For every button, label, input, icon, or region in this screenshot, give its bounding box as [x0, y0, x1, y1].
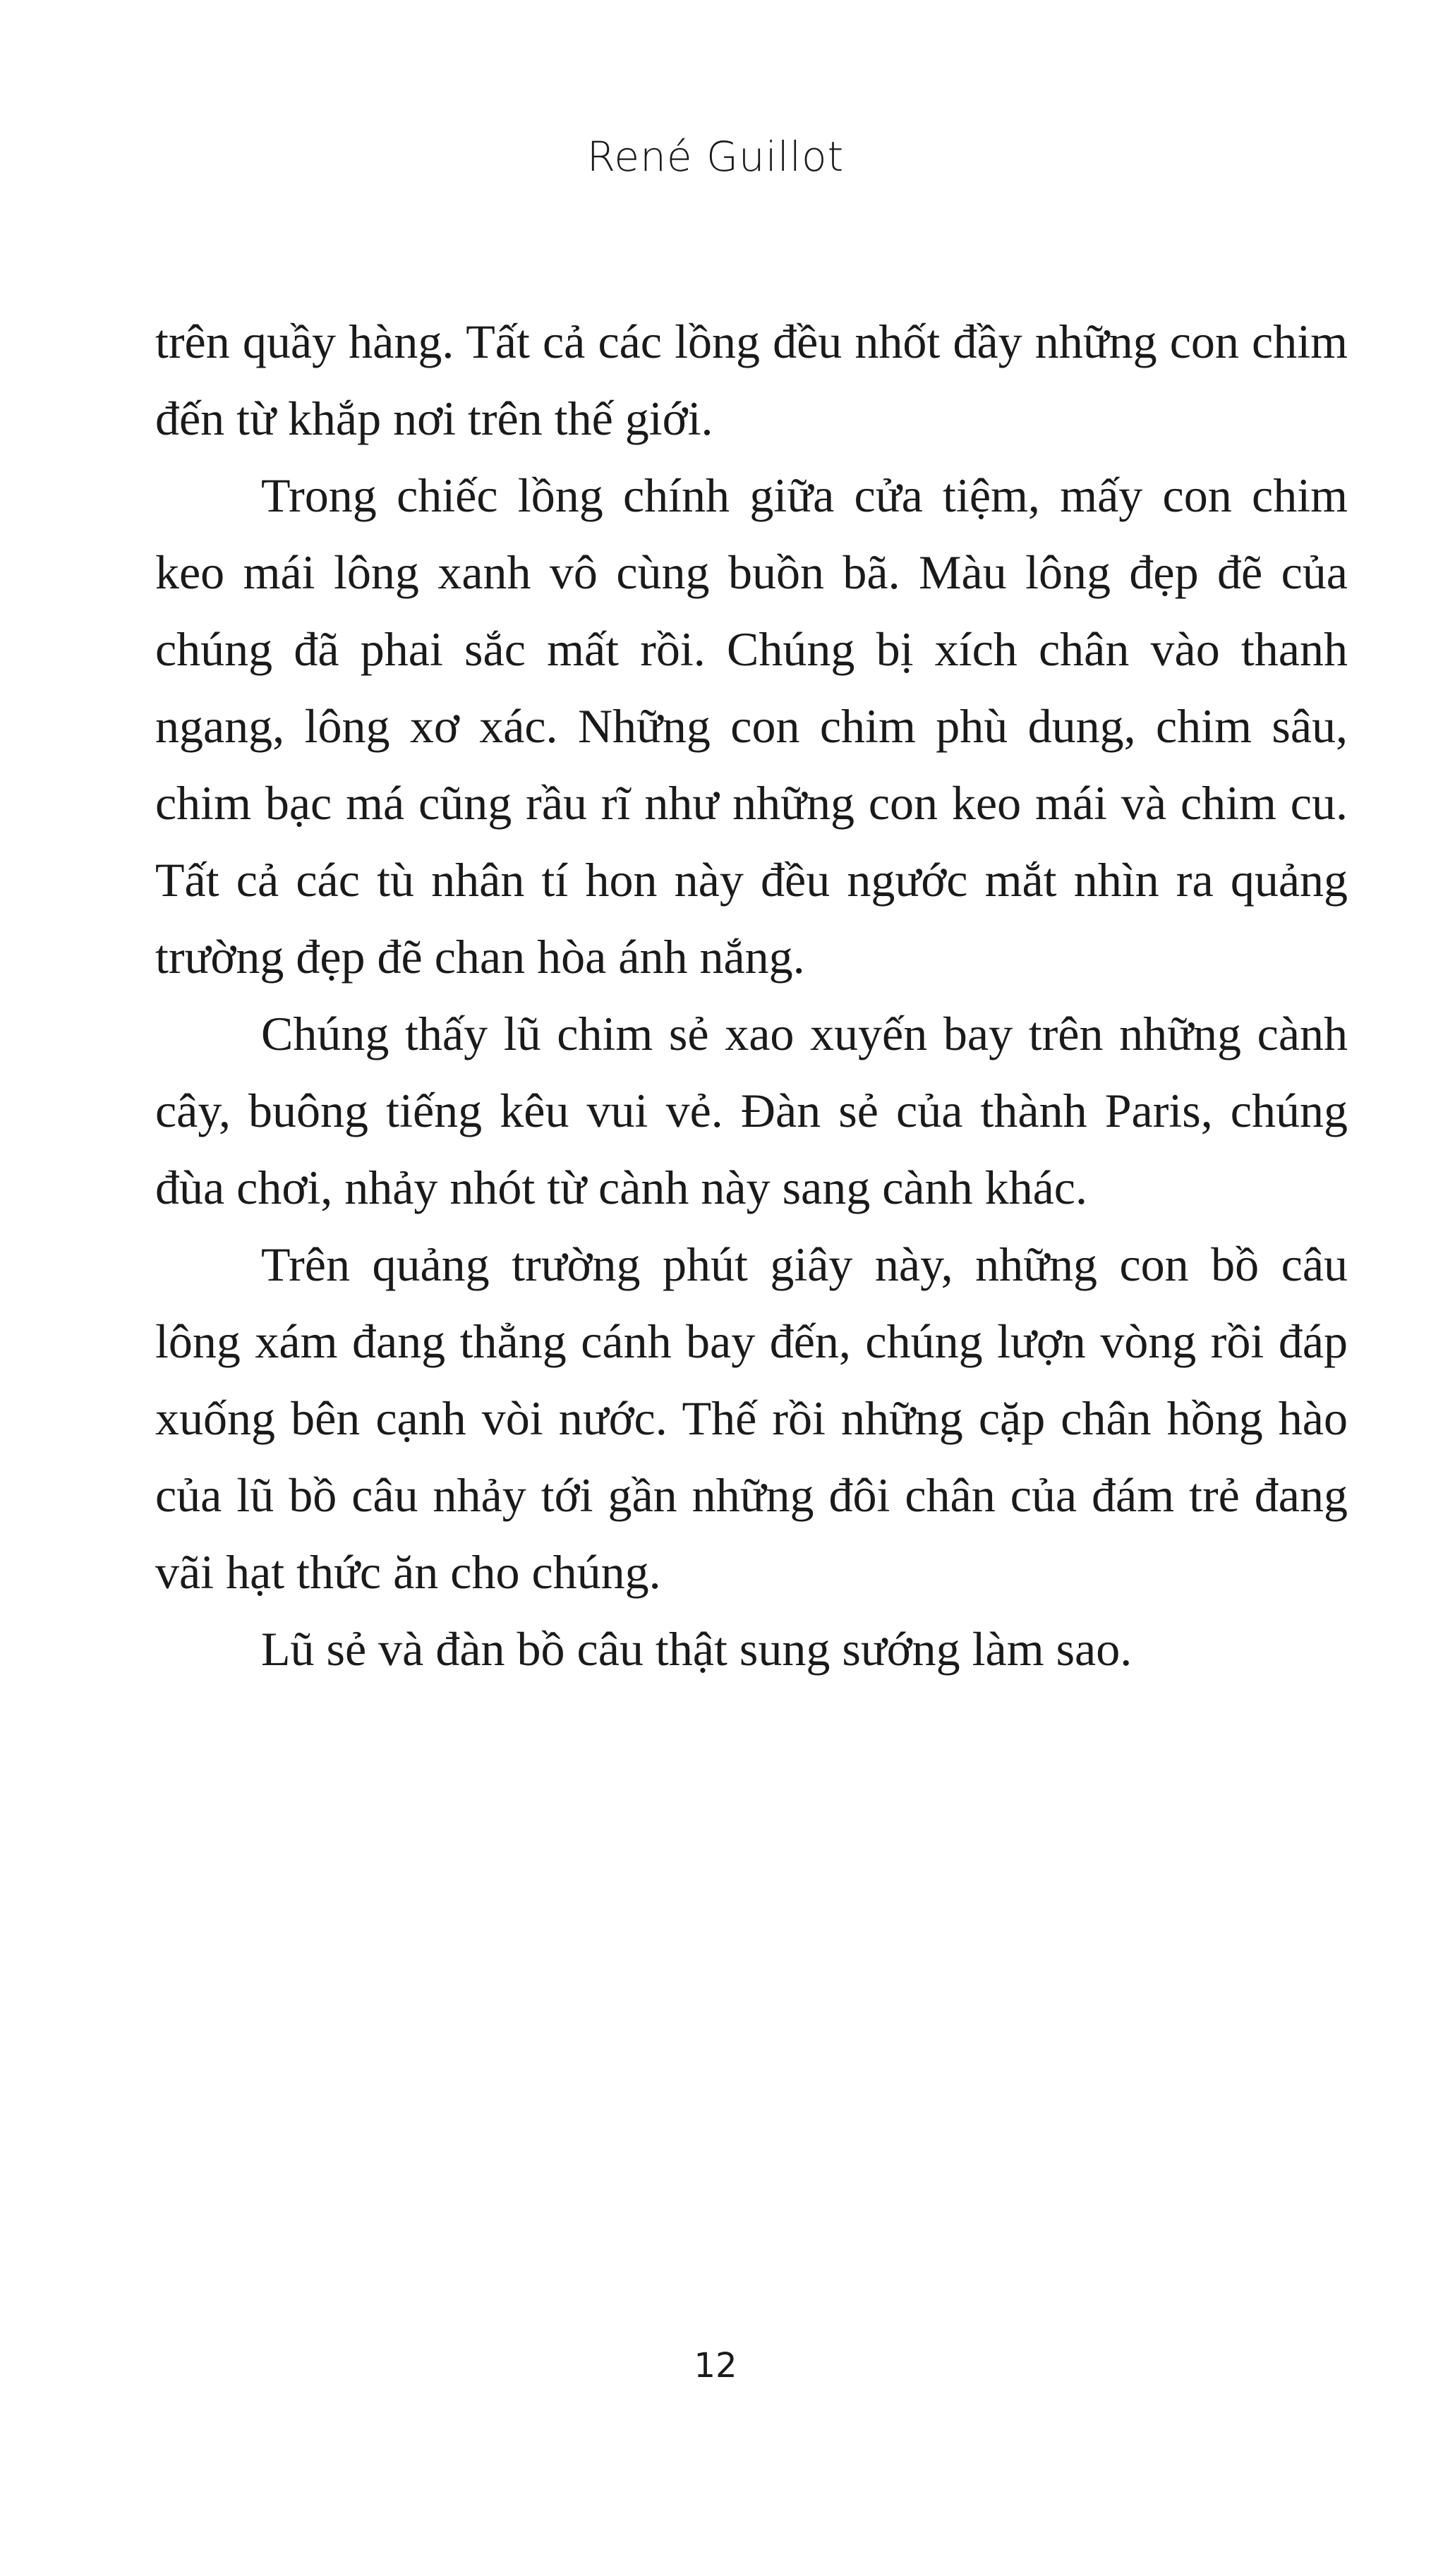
paragraph: Trên quảng trường phút giây này, những con bồ câu lông xám đang thẳng cánh bay đến, chúng lượn vòng rồi đáp xuống bên cạnh vòi nước. Thế rồi những cặp chân hồng hào của lũ bồ câu nhảy tới gần những đôi chân của đám trẻ đang vãi hạt thức ăn cho chúng.: [155, 1238, 1348, 1599]
page-number: 12: [694, 2346, 737, 2385]
paragraph: Chúng thấy lũ chim sẻ xao xuyến bay trên những cành cây, buông tiếng kêu vui vẻ. Đàn sẻ của thành Paris, chúng đùa chơi, nhảy nhót từ cành này sang cành khác.: [155, 1007, 1348, 1214]
running-header: René Guillot: [586, 133, 845, 181]
paragraph: Lũ sẻ và đàn bồ câu thật sung sướng làm sao.: [261, 1622, 1133, 1676]
paragraph: Trong chiếc lồng chính giữa cửa tiệm, mấy con chim keo mái lông xanh vô cùng buồn bã. Màu lông đẹp đẽ của chúng đã phai sắc mất rồi. Chúng bị xích chân vào thanh ngang, lông xơ xác. Những con chim phù dung, chim sâu, chim bạc má cũng rầu rĩ như những con keo mái và chim cu. Tất cả các tù nhân tí hon này đều ngước mắt nhìn ra quảng trường đẹp đẽ chan hòa ánh nắng.: [155, 468, 1348, 984]
body-text: [155, 303, 1348, 1688]
paragraph: trên quầy hàng. Tất cả các lồng đều nhốt đầy những con chim đến từ khắp nơi trên thế giới.: [155, 315, 1348, 445]
